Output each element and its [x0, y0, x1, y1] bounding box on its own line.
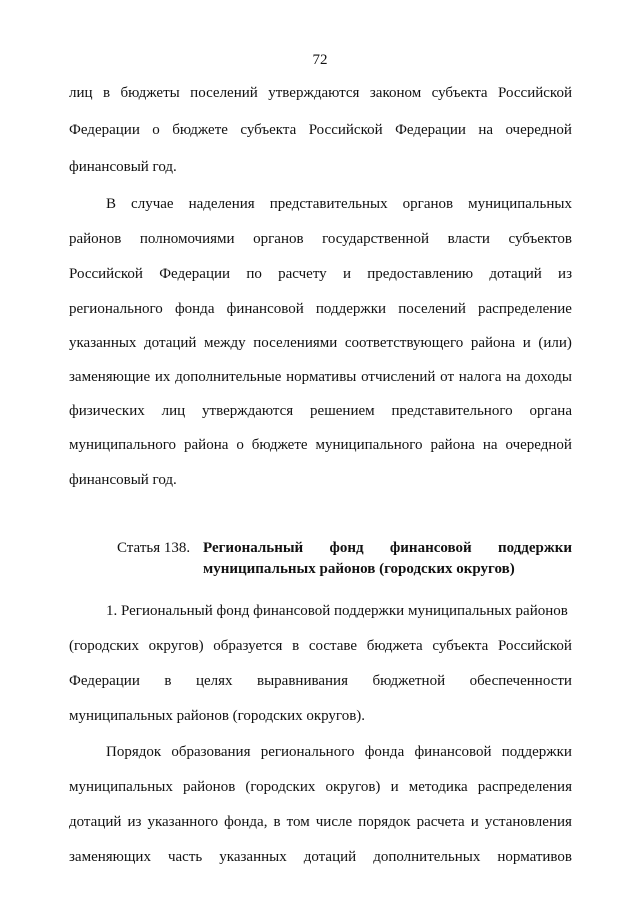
- word: на: [506, 369, 521, 385]
- para1-line2: [69, 121, 572, 139]
- word: фонд: [329, 540, 364, 556]
- word: нормативов: [497, 849, 572, 865]
- word: поддержки: [497, 540, 572, 556]
- word: наделения: [188, 196, 255, 212]
- word: в: [273, 814, 281, 830]
- word: указанных: [219, 849, 287, 865]
- para2-line8: [69, 436, 572, 454]
- word: нормативы: [286, 369, 357, 385]
- word: поддержки: [501, 744, 572, 760]
- para2-line3: [69, 265, 572, 283]
- para4-line4: [69, 848, 572, 866]
- word: представительных: [269, 196, 388, 212]
- word: указанного: [147, 814, 219, 830]
- word: налога: [458, 369, 502, 385]
- word: органов: [253, 231, 304, 247]
- word: дотаций: [489, 266, 542, 282]
- para2-line5: [69, 334, 572, 352]
- word: регионального: [260, 744, 355, 760]
- word: регионального: [69, 301, 163, 317]
- word: дотаций: [69, 814, 122, 830]
- word: муниципальных: [468, 196, 572, 212]
- word: районов: [182, 779, 236, 795]
- article-label: Статья 138.: [117, 540, 191, 556]
- word: и: [342, 266, 351, 282]
- word: фонда,: [224, 814, 268, 830]
- para2-line1: [106, 195, 572, 213]
- word: поселений: [190, 85, 258, 101]
- word: между: [204, 335, 246, 351]
- word: заменяющих: [69, 849, 151, 865]
- word: бюджета: [366, 638, 423, 654]
- word: дополнительных: [373, 849, 481, 865]
- word: физических: [69, 403, 145, 419]
- word: очередной: [505, 437, 572, 453]
- word: Российской: [497, 638, 572, 654]
- word: субъекта: [240, 122, 297, 138]
- word: из: [558, 266, 572, 282]
- word: числе: [315, 814, 353, 830]
- para2-line9: финансовый год.: [69, 472, 177, 488]
- word: порядок: [358, 814, 411, 830]
- word: бюджете: [251, 437, 308, 453]
- word: целях: [195, 673, 233, 689]
- word: района: [184, 437, 229, 453]
- word: Федерации: [395, 122, 466, 138]
- word: органов: [402, 196, 454, 212]
- word: В: [106, 196, 117, 212]
- word: том: [286, 814, 310, 830]
- word: дополнительные: [175, 369, 282, 385]
- page-number: 72: [312, 52, 328, 68]
- word: власти: [447, 231, 490, 247]
- word: Российской: [498, 85, 572, 101]
- word: представительного: [391, 403, 513, 419]
- word: государственной: [322, 231, 430, 247]
- word: указанных: [69, 335, 137, 351]
- word: финансовой: [414, 744, 492, 760]
- word: в: [103, 85, 111, 101]
- word: соответствующего: [344, 335, 464, 351]
- word: района: [430, 437, 475, 453]
- word: от: [440, 369, 454, 385]
- word: поселениями: [253, 335, 338, 351]
- word: округов): [325, 779, 381, 795]
- word: в: [164, 673, 172, 689]
- word: субъектов: [508, 231, 572, 247]
- word: финансовой: [226, 301, 304, 317]
- word: Региональный: [203, 540, 304, 556]
- word: (городских: [69, 638, 139, 654]
- word: отчислений: [361, 369, 436, 385]
- word: бюджете: [172, 122, 228, 138]
- word: фонда: [364, 744, 405, 760]
- word: муниципального: [315, 437, 423, 453]
- para1-line1: [69, 84, 572, 102]
- word: образуется: [213, 638, 283, 654]
- word: Российской: [308, 122, 383, 138]
- word: субъекта: [431, 85, 488, 101]
- word: установления: [484, 814, 572, 830]
- word: составе: [308, 638, 358, 654]
- word: случае: [131, 196, 174, 212]
- para3-line3: [69, 672, 572, 690]
- para2-line2: [69, 230, 572, 248]
- word: методика: [408, 779, 468, 795]
- word: выравнивания: [257, 673, 348, 689]
- word: Российской: [69, 266, 143, 282]
- word: дотаций: [144, 335, 197, 351]
- word: района: [470, 335, 516, 351]
- word: поддержки: [315, 301, 387, 317]
- para2-line7: [69, 402, 572, 420]
- word: Порядок: [106, 744, 162, 760]
- word: утверждаются: [202, 403, 294, 419]
- word: и: [522, 335, 531, 351]
- word: расчета: [416, 814, 465, 830]
- para3-line1: 1. Региональный фонд финансовой поддержки муниципальных районов: [106, 603, 568, 619]
- para3-line4: муниципальных районов (городских округов).: [69, 708, 366, 724]
- word: их: [154, 369, 171, 385]
- word: на: [478, 122, 494, 138]
- word: расчету: [278, 266, 327, 282]
- word: законом: [369, 85, 422, 101]
- article-title-line2: муниципальных районов (городских округов): [203, 561, 515, 577]
- word: часть: [167, 849, 203, 865]
- word: в: [292, 638, 300, 654]
- word: Федерации: [69, 122, 140, 138]
- para2-line6: [69, 368, 572, 386]
- word: бюджетной: [372, 673, 446, 689]
- para4-line3: [69, 813, 572, 831]
- word: решением: [310, 403, 375, 419]
- word: Федерации: [159, 266, 231, 282]
- word: заменяющие: [69, 369, 151, 385]
- word: по: [246, 266, 262, 282]
- para1-line3: финансовый год.: [69, 159, 177, 175]
- word: фонда: [174, 301, 215, 317]
- word: субъекта: [432, 638, 489, 654]
- word: бюджеты: [120, 85, 180, 101]
- word: (городских: [245, 779, 316, 795]
- word: очередной: [505, 122, 572, 138]
- word: и: [470, 814, 479, 830]
- word: из: [127, 814, 142, 830]
- word: (или): [538, 335, 572, 351]
- word: лиц: [161, 403, 186, 419]
- word: муниципального: [69, 437, 177, 453]
- word: распределение: [478, 301, 572, 317]
- word: о: [152, 122, 160, 138]
- word: поселений: [398, 301, 466, 317]
- word: муниципальных: [69, 779, 173, 795]
- article-title-line1: [203, 539, 572, 557]
- word: утверждаются: [268, 85, 360, 101]
- word: и: [390, 779, 399, 795]
- para2-line4: [69, 300, 572, 318]
- word: о: [236, 437, 244, 453]
- word: обеспеченности: [469, 673, 572, 689]
- word: распределения: [477, 779, 572, 795]
- word: лиц: [69, 85, 93, 101]
- word: финансовой: [389, 540, 472, 556]
- word: органа: [529, 403, 572, 419]
- para4-line1: [106, 743, 572, 761]
- para3-line2: [69, 637, 572, 655]
- word: предоставлению: [367, 266, 474, 282]
- word: округов): [148, 638, 204, 654]
- para4-line2: [69, 778, 572, 796]
- word: Федерации: [69, 673, 140, 689]
- word: образования: [171, 744, 251, 760]
- word: на: [482, 437, 498, 453]
- word: доходы: [525, 369, 572, 385]
- word: районов: [69, 231, 122, 247]
- word: дотаций: [303, 849, 357, 865]
- word: полномочиями: [139, 231, 235, 247]
